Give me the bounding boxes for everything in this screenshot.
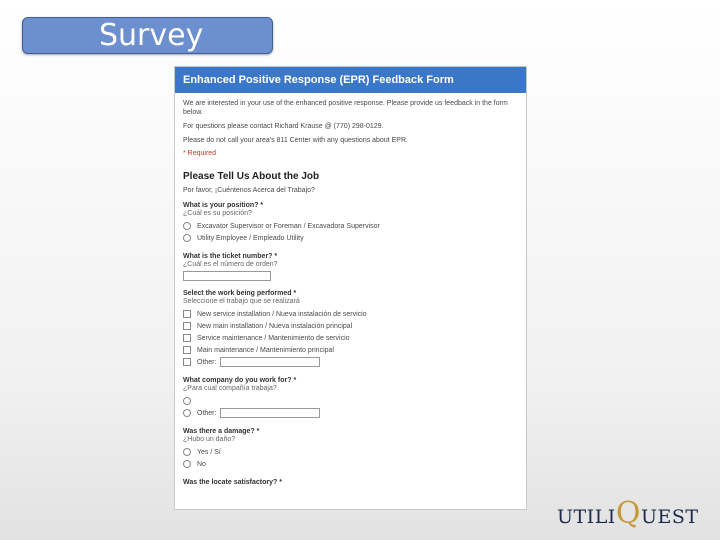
- radio-option[interactable]: [183, 395, 518, 407]
- option-label: Other:: [197, 409, 217, 417]
- contact-text: For questions please contact Richard Krause @ (770) 298-0129.: [183, 123, 384, 130]
- checkbox[interactable]: [183, 322, 191, 330]
- option-label: Utility Employee / Empleado Utility: [197, 234, 304, 242]
- radio-button[interactable]: [183, 222, 191, 230]
- logo-suffix: UEST: [640, 506, 699, 528]
- question-sublabel: Seleccione el trabajo que se realizará: [183, 298, 300, 305]
- question-company: [183, 377, 518, 419]
- question-work: [183, 290, 518, 368]
- radio-button[interactable]: [183, 448, 191, 456]
- question-label: What company do you work for? *: [183, 377, 297, 384]
- checkbox-option[interactable]: [183, 320, 518, 332]
- radio-button[interactable]: [183, 397, 191, 405]
- checkbox[interactable]: [183, 358, 191, 366]
- checkbox[interactable]: [183, 310, 191, 318]
- logo-prefix: UTILI: [557, 506, 616, 528]
- form-screenshot: [174, 66, 527, 510]
- checkbox-option[interactable]: [183, 344, 518, 356]
- radio-option[interactable]: [183, 458, 518, 470]
- option-label: Other:: [197, 358, 217, 366]
- form-body: [175, 93, 526, 487]
- other-text-input[interactable]: [220, 408, 320, 418]
- radio-button[interactable]: [183, 234, 191, 242]
- radio-button[interactable]: [183, 460, 191, 468]
- question-sublabel: ¿Cuál es el número de orden?: [183, 261, 278, 268]
- required-note: * Required: [183, 150, 217, 157]
- warning-text: Please do not call your area's 811 Center with any questions about EPR.: [183, 137, 408, 144]
- intro-text: We are interested in your use of the enhanced positive response. Please provide us feedback in the form below.: [183, 100, 508, 116]
- question-label: Was there a damage? *: [183, 428, 260, 435]
- radio-option[interactable]: [183, 220, 518, 232]
- question-label: Select the work being performed *: [183, 290, 297, 297]
- question-sublabel: ¿Hubo un daño?: [183, 436, 236, 443]
- question-label: What is the ticket number? *: [183, 253, 278, 260]
- question-ticket: [183, 253, 518, 281]
- checkbox[interactable]: [183, 346, 191, 354]
- checkbox-option-other[interactable]: [183, 356, 518, 368]
- section-title: Please Tell Us About the Job: [183, 171, 320, 182]
- checkbox[interactable]: [183, 334, 191, 342]
- option-label: Service maintenance / Mantenimiento de servicio: [197, 334, 350, 342]
- option-label: Excavator Supervisor or Foreman / Excavadora Supervisor: [197, 222, 380, 230]
- utiliquest-logo: [557, 496, 699, 530]
- option-label: Yes / Sí: [197, 448, 221, 456]
- logo-q: Q: [615, 496, 641, 531]
- section-subtitle: Por favor, ¡Cuéntenos Acerca del Trabajo?: [183, 187, 315, 194]
- form-header: Enhanced Positive Response (EPR) Feedback Form: [175, 67, 526, 93]
- checkbox-option[interactable]: [183, 332, 518, 344]
- question-sublabel: ¿Para cual compañía trabaja?: [183, 385, 277, 392]
- radio-option-other[interactable]: [183, 407, 518, 419]
- option-label: No: [197, 460, 206, 468]
- option-label: New service installation / Nueva instalación de servicio: [197, 310, 367, 318]
- slide-title-box: [22, 17, 273, 54]
- question-damage: [183, 428, 518, 470]
- question-locate: [183, 479, 518, 487]
- other-text-input[interactable]: [220, 357, 320, 367]
- question-sublabel: ¿Cuál es su posición?: [183, 210, 252, 217]
- slide-title: Survey: [99, 18, 204, 53]
- radio-button[interactable]: [183, 409, 191, 417]
- option-label: New main installation / Nueva instalación principal: [197, 322, 353, 330]
- ticket-number-input[interactable]: [183, 271, 271, 281]
- radio-option[interactable]: [183, 232, 518, 244]
- checkbox-option[interactable]: [183, 308, 518, 320]
- question-label: Was the locate satisfactory? *: [183, 479, 282, 486]
- question-position: [183, 202, 518, 244]
- option-label: Main maintenance / Mantenimiento principal: [197, 346, 334, 354]
- question-label: What is your position? *: [183, 202, 264, 209]
- radio-option[interactable]: [183, 446, 518, 458]
